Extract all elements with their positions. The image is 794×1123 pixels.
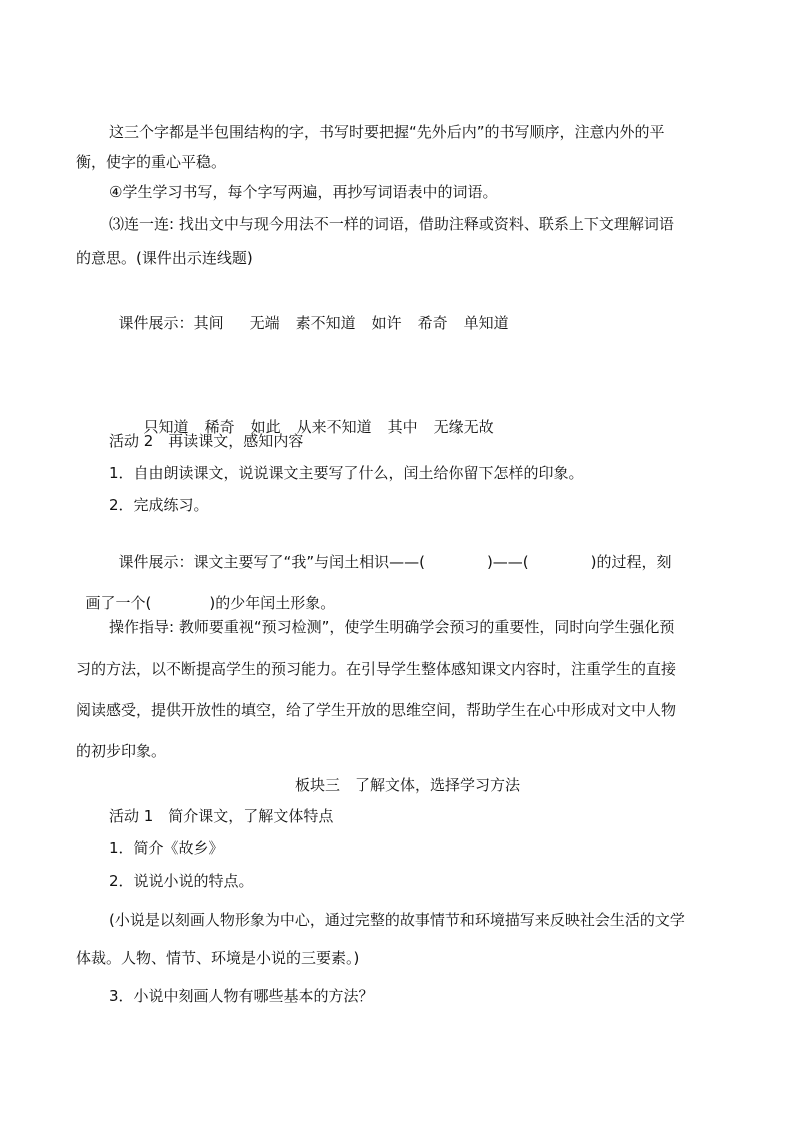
para-1-line-1: 这三个字都是半包围结构的字，书写时要把握“先外后内”的书写顺序，注意内外的平: [109, 123, 665, 141]
section-3-title: 板块三 了解文体，选择学习方法: [295, 776, 521, 794]
courseware-show-3-line-2: [76, 573, 335, 613]
guide-line-3: 阅读感受，提供开放性的填空，给了学生开放的思维空间，帮助学生在心中形成对文中人物: [76, 701, 677, 719]
activity-1-item-3: 3．小说中刻画人物有哪些基本的方法？: [109, 987, 374, 1005]
show-2-word: 稀奇: [204, 418, 235, 436]
show-1-word: 如许: [371, 314, 402, 332]
show-1-word: 单知道: [463, 314, 509, 332]
para-3-line-2: 的意思。(课件出示连线题): [76, 249, 253, 267]
show-3-text: )——(: [486, 553, 529, 571]
guide-line-2: 习的方法，以不断提高学生的预习能力。在引导学生整体感知课文内容时，注重学生的直接: [76, 660, 677, 678]
show-1-label: 课件展示：: [118, 314, 194, 332]
activity-1-item-2: 2．说说小说的特点。: [109, 872, 254, 890]
show-1-word: 希奇: [417, 314, 448, 332]
activity-2-item-2: 2．完成练习。: [109, 496, 209, 514]
activity-2-item-1: 1．自由朗读课文，说说课文主要写了什么，闰土给你留下怎样的印象。: [109, 464, 584, 482]
show-3-text: )的过程，刻: [590, 553, 672, 571]
activity-1-item-1: 1．简介《故乡》: [109, 839, 224, 857]
show-2-word: 如此: [250, 418, 281, 436]
guide-line-4: 的初步印象。: [76, 742, 167, 760]
show-2-word: 无缘无故: [433, 418, 494, 436]
activity-1-title: 活动 1 简介课文，了解文体特点: [109, 807, 334, 825]
guide-line-1: 操作指导: 教师要重视“预习检测”，使学生明确学会预习的重要性，同时向学生强化预: [109, 618, 675, 636]
para-1-line-2: 衡，使字的重心平稳。: [76, 153, 227, 171]
courseware-show-1: [109, 293, 509, 333]
show-3-text: )的少年闰土形象。: [209, 594, 336, 612]
activity-2-title: 活动 2 再读课文，感知内容: [109, 432, 304, 450]
courseware-show-3-line-1: [109, 532, 672, 572]
para-3-line-1: ⑶连一连: 找出文中与现今用法不一样的词语，借助注释或资料、联系上下文理解词语: [109, 215, 674, 233]
show-1-word: 无端: [249, 314, 280, 332]
note-line-1: (小说是以刻画人物形象为中心，通过完整的故事情节和环境描写来反映社会生活的文学: [109, 911, 685, 929]
show-3-text: 课件展示：课文主要写了“我”与闰土相识——(: [118, 553, 425, 571]
note-line-2: 体裁。人物、情节、环境是小说的三要素。): [76, 949, 360, 967]
show-2-word: 其中: [387, 418, 418, 436]
show-2-word: 只知道: [143, 418, 189, 436]
show-2-word: 从来不知道: [296, 418, 372, 436]
para-2: ④学生学习书写，每个字写两遍，再抄写词语表中的词语。: [109, 183, 498, 201]
show-1-word: 素不知道: [295, 314, 356, 332]
show-1-word: 其间: [193, 314, 224, 332]
show-3-text: 画了一个(: [85, 594, 152, 612]
